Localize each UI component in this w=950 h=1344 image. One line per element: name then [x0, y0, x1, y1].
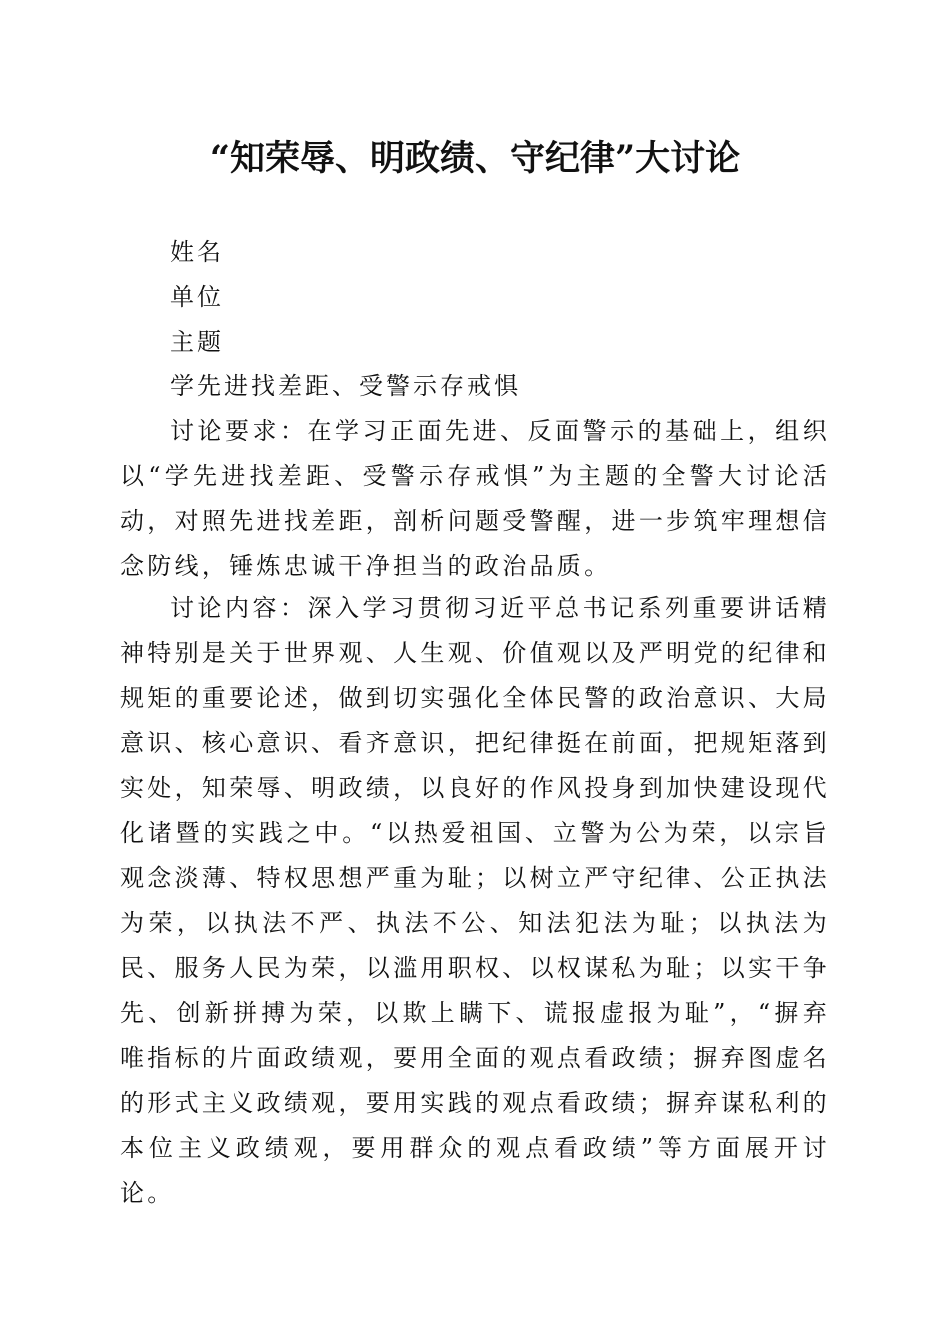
document-title: “知荣辱、明政绩、守纪律”大讨论: [209, 138, 741, 179]
name-label: 姓名: [170, 238, 224, 266]
unit-label: 单位: [170, 283, 224, 311]
requirements-paragraph: 讨论要求：在学习正面先进、反面警示的基础上，组织以“学先进找差距、受警示存戒惧”为主题的全警大讨论活动，对照先进找差距，剖析问题受警醒，进一步筑牢理想信念防线，锤炼忠诚干净担当的政治品质。: [120, 417, 830, 580]
topic-value: 学先进找差距、受警示存戒惧: [170, 372, 521, 400]
topic-label: 主题: [170, 328, 224, 356]
content-paragraph: 讨论内容：深入学习贯彻习近平总书记系列重要讲话精神特别是关于世界观、人生观、价值观以及严明党的纪律和规矩的重要论述，做到切实强化全体民警的政治意识、大局意识、核心意识、看齐意识，把纪律挺在前面，把规矩落到实处，知荣辱、明政绩，以良好的作风投身到加快建设现代化诸暨的实践之中。“以热爱祖国、立警为公为荣，以宗旨观念淡薄、特权思想严重为耻；以树立严守纪律、公正执法为荣，以执法不严、执法不公、知法犯法为耻；以执法为民、服务人民为荣，以滥用职权、以权谋私为耻；以实干争先、创新拼搏为荣，以欺上瞒下、谎报虚报为耻”，“摒弃唯指标的片面政绩观，要用全面的观点看政绩；摒弃图虚名的形式主义政绩观，要用实践的观点看政绩；摒弃谋私利的本位主义政绩观，要用群众的观点看政绩”等方面展开讨论。: [120, 594, 830, 1207]
